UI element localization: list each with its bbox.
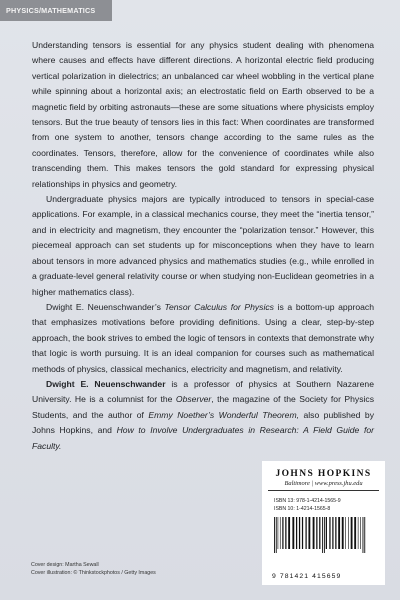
barcode-bar — [364, 517, 365, 553]
bio-text-1: is a professor of physics at Southern Nazarene University. He is a columnist for the — [32, 378, 374, 405]
barcode-bar — [322, 517, 323, 553]
publisher-name: JOHNS HOPKINS — [275, 469, 372, 479]
barcode-bar — [329, 517, 330, 549]
barcode-bar — [358, 517, 359, 549]
barcode-bar — [326, 517, 327, 549]
cover-design-credit: Cover design: Martha Sewall — [31, 562, 99, 568]
barcode-bar — [285, 517, 286, 549]
author-bio — [32, 377, 374, 454]
description-paragraph-1: Understanding tensors is essential for any physics student dealing with phenomena where causes and effects have different directions. A horizontal electric field producing vertical polarization in dielectrics; an unbalanced car wheel wobbling in the vertical plane while spinning about a horizontal axis; an electrostatic field on Earth observed to be a magnetic field by orbiting astronauts—these are some situations where physicists employ tensors. But the true beauty of tensors lies in this fact: When coordinates are transformed from one system to another, tensors change according to the same rules as the coordinates. Tensors, therefore, allow for the convenience of coordinates while also transcending them. This makes tensors the gold standard for expressing physical relationships in physics and geometry. — [32, 40, 374, 189]
barcode-bar — [274, 517, 275, 553]
barcode-bar — [319, 517, 320, 549]
category-tab: PHYSICS/MATHEMATICS — [0, 0, 112, 21]
cover-credits — [31, 561, 156, 578]
barcode-bar — [288, 517, 290, 549]
barcode-bar — [348, 517, 349, 549]
barcode-icon — [273, 517, 375, 553]
barcode-bar — [278, 517, 279, 549]
book-description — [32, 38, 374, 454]
barcode-bar — [292, 517, 294, 549]
barcode-digits: 9 781421 415659 — [272, 573, 342, 580]
publisher-header — [268, 469, 379, 491]
publisher-barcode-box — [262, 461, 385, 585]
barcode-bar — [363, 517, 364, 553]
barcode-bar — [335, 517, 336, 549]
bio-involve-title: How to Involve Undergraduates in Research: A Field Guide for Faculty. — [32, 425, 374, 451]
isbn-block — [274, 497, 385, 513]
barcode-bar — [313, 517, 315, 549]
barcode-bar — [345, 517, 346, 549]
isbn-10: ISBN 10: 1-4214-1565-8 — [274, 506, 331, 512]
bio-text-3: also published by Johns Hopkins, and — [32, 409, 374, 436]
barcode-bar — [342, 517, 344, 549]
book-title: Tensor Calculus for Physics — [164, 301, 274, 312]
description-paragraph-3 — [32, 300, 374, 377]
author-name: Dwight E. Neuenschwander — [46, 378, 166, 389]
barcode-bar — [316, 517, 317, 549]
barcode-bar — [276, 517, 277, 553]
barcode-bar — [324, 517, 325, 553]
barcode-bar — [351, 517, 353, 549]
barcode-bar — [305, 517, 306, 549]
barcode-bar — [299, 517, 300, 549]
description-paragraph-2: Undergraduate physics majors are typically introduced to tensors in special-case applications. For example, in a classical mechanics course, they meet the “inertia tensor,” and in electricity and magnetism, they encounter the “polarization tensor.” However, this piecemeal approach can set students up for misconceptions when they have to learn about tensors in more advanced physics and mathematics studies (e.g., while enrolled in a graduate-level general relativity course or when studying non-Euclidean geometries in a higher mathematics class). — [32, 194, 374, 297]
barcode-bar — [332, 517, 333, 549]
bio-text-2: , the magazine of the Society for Physics Students, and the author of — [32, 394, 374, 420]
p3-intro: Dwight E. Neuenschwander’s — [46, 301, 165, 312]
cover-illustration-credit: Cover illustration: © Thinkstockphotos / Getty Images — [31, 570, 156, 577]
barcode-bar — [302, 517, 303, 549]
barcode-bar — [360, 517, 361, 549]
publisher-location: Baltimore | www.press.jhu.edu — [284, 480, 363, 487]
isbn-13: ISBN 13: 978-1-4214-1565-9 — [274, 498, 341, 504]
bio-noether-title: Emmy Noether’s Wonderful Theorem, — [148, 409, 299, 420]
barcode-bar — [354, 517, 356, 549]
p3-body: is a bottom-up approach that emphasizes motivations before providing definitions. Using a clear, step-by-step approach, the book strives to embed the logic of tensors in contexts that demonstrate why that logic is worth pursuing. It is an ideal companion for courses such as mathematical methods of physics, classical mechanics, electricity and magnetism, and relativity. — [32, 301, 374, 374]
barcode-bar — [280, 517, 281, 549]
barcode-bar — [338, 517, 340, 549]
bio-observer: Observer — [175, 394, 212, 405]
barcode-bar — [282, 517, 283, 549]
barcode-bar — [308, 517, 310, 549]
barcode-bar — [296, 517, 297, 549]
